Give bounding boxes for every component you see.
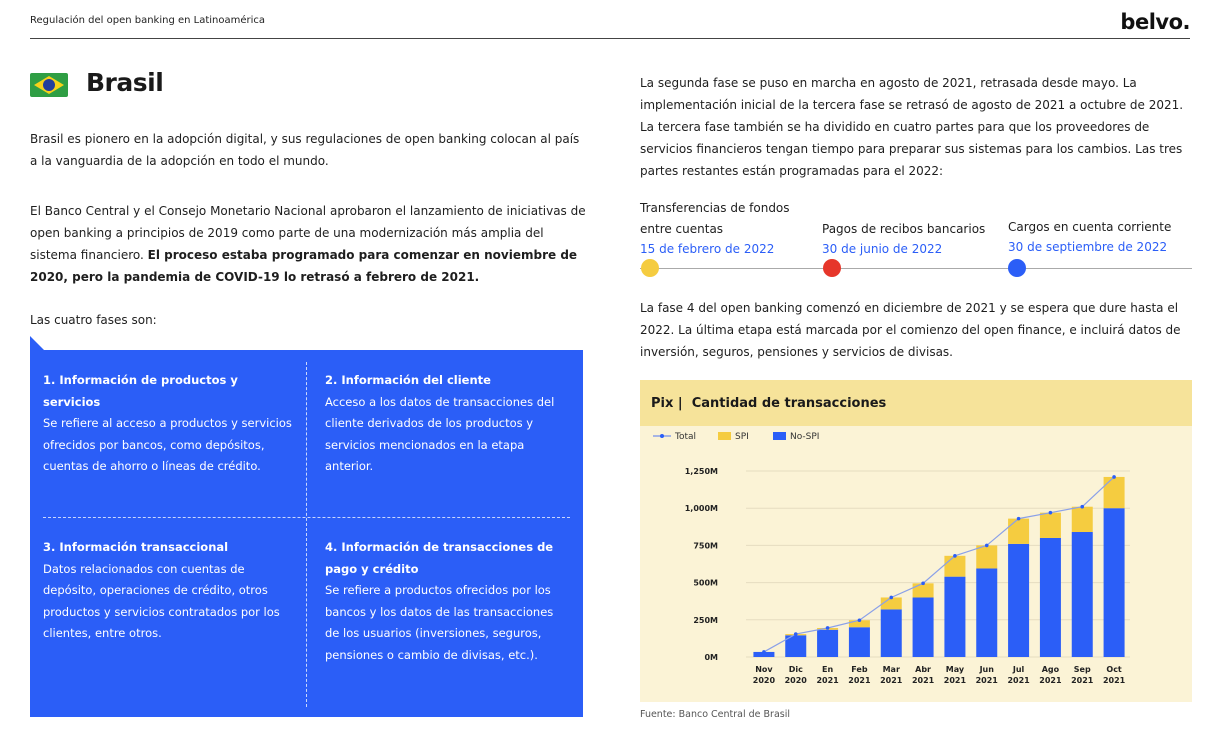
y-tick-label: 1,250M	[684, 467, 718, 476]
phase-2-body: Acceso a los datos de transacciones del cliente derivados de los productos y servicios mencionados en la etapa anterior.	[325, 394, 555, 473]
total-point	[889, 596, 893, 600]
phase-1	[43, 370, 293, 478]
header-divider	[30, 38, 1190, 39]
bar-nospi	[881, 609, 902, 657]
y-tick-label: 250M	[693, 615, 718, 625]
phase-4-paragraph: La fase 4 del open banking comenzó en diciembre de 2021 y se espera que dure hasta el 2022. La última etapa está marcada por el comienzo del open finance, e incluirá datos de inversión, seguros, pensiones y servicios de divisas.	[640, 301, 1181, 359]
bar-nospi	[849, 627, 870, 657]
timeline-line	[640, 268, 1192, 269]
x-tick-label: En	[821, 665, 834, 674]
timeline-dot-3	[1008, 259, 1026, 277]
x-tick-year: 2020	[784, 676, 807, 685]
x-tick-label: Sep	[1073, 665, 1091, 674]
timeline-label-2: Pagos de recibos bancarios	[822, 222, 986, 236]
bar-nospi	[817, 630, 838, 657]
phase-4-title: 4. Información de transacciones de pago y crédito	[325, 540, 554, 576]
background-bold-text: El proceso estaba programado para comenzar en noviembre de 2020, pero la pandemia de COVID-19 lo retrasó a febrero de 2021.	[30, 248, 578, 284]
phase-4	[325, 537, 565, 666]
total-point	[858, 618, 862, 622]
y-tick-label: 750M	[693, 541, 718, 551]
total-point	[953, 554, 957, 558]
x-tick-year: 2020	[752, 676, 776, 685]
x-tick-label: Jul	[1012, 665, 1025, 674]
x-tick-label: Nov	[755, 665, 773, 674]
bar-nospi	[1040, 538, 1061, 657]
bar-spi	[1008, 519, 1029, 544]
legend-total-label: Total	[675, 432, 697, 442]
timeline-label-1: Transferencias de fondos entre cuentas	[640, 201, 790, 236]
chart-title-prefix: Pix	[651, 396, 674, 411]
background-text: El Banco Central y el Consejo Monetario Nacional aprobaron el lanzamiento de iniciativas de open banking a principios de 2019 como parte de una modernización más amplia del sistema financiero.	[30, 204, 586, 262]
bar-nospi	[944, 577, 965, 657]
phase-3-body: Datos relacionados con cuentas de depósito, operaciones de crédito, otros productos y servicios contratados por los clientes, entre otros.	[43, 561, 280, 640]
legend-nospi-swatch	[773, 432, 786, 440]
x-tick-year: 2021	[911, 676, 935, 685]
timeline-date-1: 15 de febrero de 2022	[640, 242, 775, 256]
intro-paragraph: Brasil es pionero en la adopción digital, y sus regulaciones de open banking colocan al país a la vanguardia de la adopción en todo el mundo.	[30, 132, 580, 168]
x-tick-year: 2021	[1071, 676, 1094, 685]
chart-source: Fuente: Banco Central de Brasil	[640, 709, 791, 720]
x-tick-year: 2021	[1039, 676, 1062, 685]
section-title: Brasil	[86, 68, 164, 97]
phase-1-title: 1. Información de productos y servicios	[43, 373, 238, 409]
total-point	[921, 582, 925, 586]
bar-spi	[1072, 507, 1093, 532]
rollout-paragraph: La segunda fase se puso en marcha en agosto de 2021, retrasada desde mayo. La implementación inicial de la tercera fase se retrasó de agosto de 2021 a octubre de 2021. La tercera fase también se ha dividido en cuatro partes para que los proveedores de servicios financieros tengan tiempo para preparar sus sistemas para los cambios. Las tres partes restantes están programadas para el 2022:	[640, 76, 1184, 178]
legend-nospi-label: No-SPI	[790, 432, 820, 442]
x-tick-year: 2021	[975, 676, 998, 685]
phase-3	[43, 537, 293, 645]
y-tick-label: 500M	[693, 578, 718, 588]
phase-3-title: 3. Información transaccional	[43, 540, 229, 554]
phase-2	[325, 370, 565, 478]
chart-title	[651, 396, 886, 411]
x-tick-label: May	[945, 665, 965, 674]
y-tick-label: 0M	[704, 653, 718, 662]
x-tick-label: Dic	[788, 665, 803, 674]
total-line	[764, 477, 1114, 652]
bar-nospi	[1104, 508, 1125, 657]
legend-spi-swatch	[718, 432, 731, 440]
phases-divider-vertical	[306, 362, 307, 707]
chart-title-text: Cantidad de transacciones	[691, 396, 887, 411]
brazil-flag-icon	[30, 73, 68, 97]
bar-spi	[944, 556, 965, 577]
bar-nospi	[1008, 544, 1029, 657]
timeline-dot-2	[823, 259, 841, 277]
x-tick-label: Jun	[979, 665, 994, 674]
belvo-logo: belvo.	[1120, 10, 1190, 34]
bar-spi	[976, 545, 997, 568]
timeline-dot-1	[641, 259, 659, 277]
bar-spi	[1104, 477, 1125, 508]
pix-transactions-chart	[640, 426, 1192, 702]
timeline-label-3: Cargos en cuenta corriente	[1008, 220, 1172, 234]
bar-nospi	[1072, 532, 1093, 657]
total-point	[985, 544, 989, 548]
bar-spi	[913, 583, 934, 597]
bar-nospi	[913, 597, 934, 657]
phases-intro: Las cuatro fases son:	[30, 313, 157, 327]
x-tick-year: 2021	[816, 676, 839, 685]
timeline-date-3: 30 de septiembre de 2022	[1008, 240, 1168, 254]
x-tick-year: 2021	[943, 676, 967, 685]
total-point	[1112, 475, 1116, 479]
phase-4-body: Se refiere a productos ofrecidos por los bancos y los datos de las transacciones de los usuarios (inversiones, seguros, pensiones o cambio de divisas, etc.).	[325, 583, 554, 662]
document-header-title: Regulación del open banking en Latinoamérica	[30, 15, 266, 26]
phase-1-body: Se refiere al acceso a productos y servicios ofrecidos por bancos, como depósitos, cuentas de ahorro o líneas de crédito.	[43, 416, 292, 473]
legend-spi-label: SPI	[735, 432, 749, 442]
x-tick-year: 2021	[1102, 676, 1126, 685]
phase-2-title: 2. Información del cliente	[325, 373, 491, 387]
x-tick-label: Mar	[882, 665, 900, 674]
bar-spi	[1040, 513, 1061, 538]
chart-header	[640, 380, 1192, 426]
x-tick-year: 2021	[880, 676, 903, 685]
x-tick-label: Abr	[915, 665, 932, 674]
chart-title-separator: |	[677, 396, 683, 411]
total-point	[826, 626, 830, 630]
bar-nospi	[976, 568, 997, 657]
background-paragraph	[30, 200, 590, 288]
timeline-date-2: 30 de junio de 2022	[822, 242, 943, 256]
y-tick-label: 1,000M	[684, 504, 718, 514]
chart-panel	[640, 380, 1192, 702]
x-tick-label: Feb	[851, 665, 868, 674]
total-point	[1080, 505, 1084, 509]
total-point	[1049, 511, 1053, 515]
total-point	[762, 650, 766, 654]
x-tick-year: 2021	[848, 676, 871, 685]
total-point	[1017, 517, 1021, 521]
legend-total-marker	[660, 434, 664, 438]
x-tick-label: Ago	[1041, 665, 1060, 674]
total-point	[794, 632, 798, 636]
x-tick-label: Oct	[1106, 665, 1122, 674]
x-tick-year: 2021	[1007, 676, 1030, 685]
